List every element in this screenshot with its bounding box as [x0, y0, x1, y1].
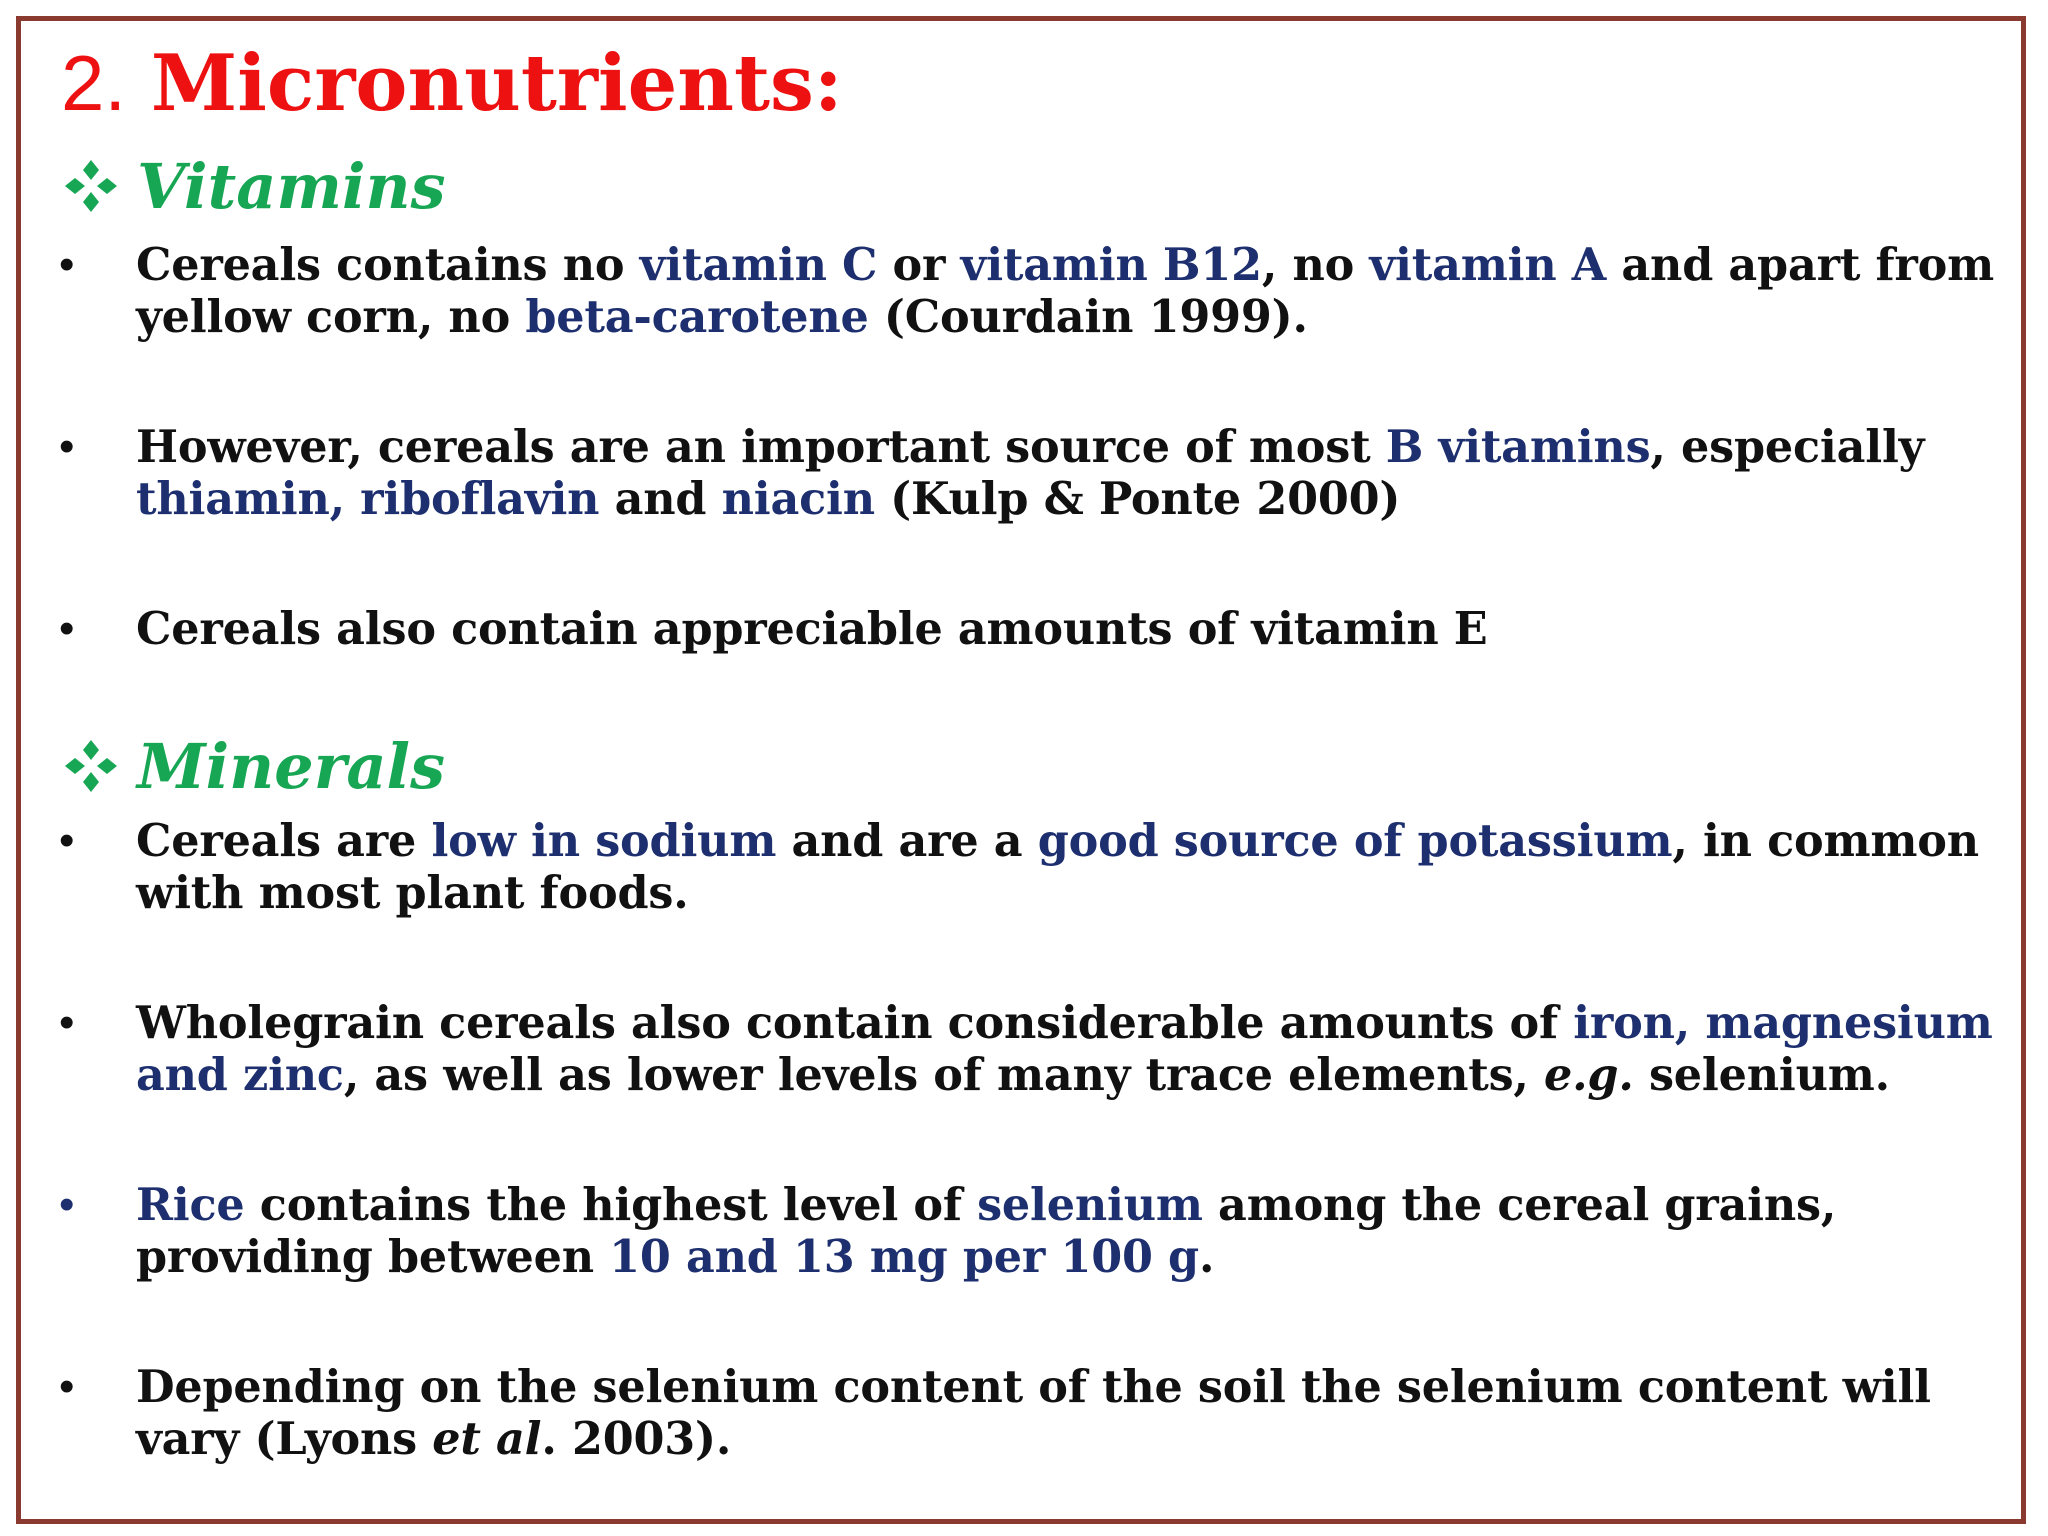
- bullet-text: Cereals are low in sodium and are a good source of potassium, in common with most plant foods.: [136, 815, 1979, 919]
- bullet-text: Cereals also contain appreciable amounts of vitamin E: [136, 603, 1488, 655]
- minerals-heading-text: Minerals: [137, 730, 446, 803]
- four-diamond-icon: [63, 158, 119, 214]
- bullet-text: Cereals contains no vitamin C or vitamin B12, no vitamin A and apart from yellow corn, no beta-carotene (Courdain 1999).: [136, 239, 1995, 343]
- bullet-dot: •: [59, 1362, 75, 1411]
- vitamins-heading-text: Vitamins: [137, 150, 446, 223]
- minerals-heading: [63, 729, 445, 805]
- title-number: 2.: [61, 39, 127, 127]
- bullet-dot: •: [59, 422, 75, 471]
- title-word: Micronutrients:: [150, 38, 843, 129]
- slide-frame: [16, 16, 2026, 1524]
- bullet-dot: •: [59, 1180, 75, 1229]
- four-diamond-icon: [63, 738, 119, 794]
- vitamins-heading: [63, 149, 446, 225]
- bullet-dot: •: [59, 998, 75, 1047]
- bullet-text: Wholegrain cereals also contain considerable amounts of iron, magnesium and zinc, as well as lower levels of many trace elements, e.g. selenium.: [136, 997, 1993, 1101]
- slide-title: [61, 35, 843, 132]
- bullet-text: However, cereals are an important source of most B vitamins, especially thiamin, riboflavin and niacin (Kulp & Ponte 2000): [136, 421, 1925, 525]
- bullet-dot: •: [59, 816, 75, 865]
- bullet-dot: •: [59, 240, 75, 289]
- bullet-dot: •: [59, 604, 75, 653]
- bullet-text: Rice contains the highest level of selenium among the cereal grains, providing between 10 and 13 mg per 100 g.: [136, 1179, 1837, 1283]
- bullet-text: Depending on the selenium content of the soil the selenium content will vary (Lyons et al. 2003).: [136, 1361, 1931, 1465]
